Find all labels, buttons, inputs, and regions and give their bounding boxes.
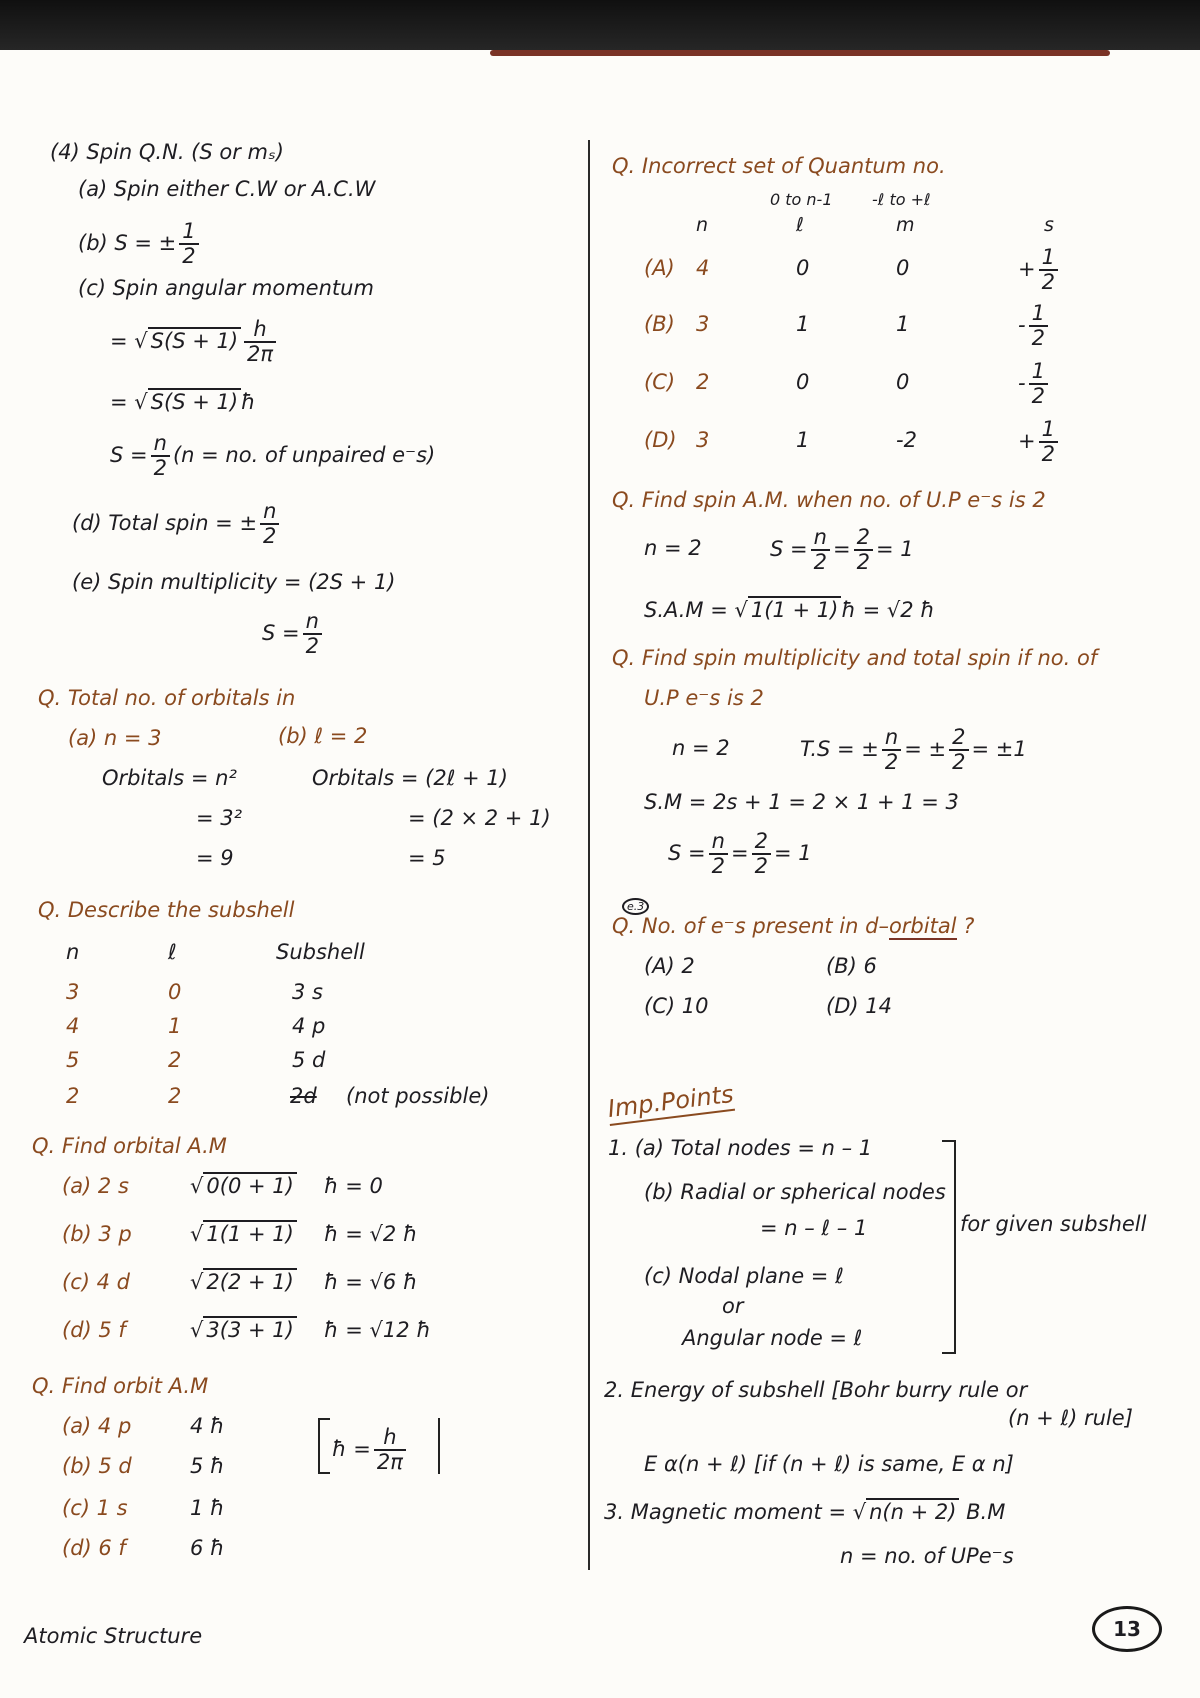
orbitals-a-line-2: = 3² [196,806,243,830]
qn-header-l: ℓ [796,214,804,236]
imp-point-1-or: or [722,1294,744,1318]
qn-l: 0 [796,370,810,394]
imp-point-1-note: for given subshell [960,1212,1147,1236]
spin-am-result: S.A.M = √ 1(1 + 1) ħ = √2 ħ [644,598,935,622]
question-d-orbital: Q. No. of e⁻s present in d–orbital ? [612,914,975,938]
spin-point-d: (d) Total spin = ± $\frac{n}{2}$ [72,500,282,548]
qn-l: 1 [796,428,810,452]
qn-n: 4 [696,256,710,280]
m-range-note: -ℓ to +ℓ [872,190,931,209]
l-range-note: 0 to n-1 [770,190,833,209]
qn-header-s: s [1044,214,1054,236]
imp-point-2-formula: E α(n + ℓ) [if (n + ℓ) is same, E α n] [644,1452,1014,1476]
multiplicity-formula: S.M = 2s + 1 = 2 × 1 + 1 = 3 [644,790,959,814]
subshell-header-l: ℓ [168,940,177,964]
orbital-am-result: ħ = 0 [324,1174,383,1198]
orbitals-b-line-1: Orbitals = (2ℓ + 1) [312,766,508,790]
imp-bracket [942,1140,956,1354]
question-orbit-am: Q. Find orbit A.M [32,1374,209,1398]
orbit-am-label: (b) 5 d [62,1454,132,1478]
question-multiplicity-line-1: Q. Find spin multiplicity and total spin if no. of [612,646,1098,670]
qn-n: 2 [696,370,710,394]
imp-points-title: Imp.Points [606,1080,735,1126]
imp-point-1c-alt: Angular node = ℓ [682,1326,863,1350]
question-orbital-am: Q. Find orbital A.M [32,1134,227,1158]
orbitals-b-line-2: = (2 × 2 + 1) [408,806,551,830]
imp-point-1b: (b) Radial or spherical nodes [644,1180,946,1204]
qn-option-marked: (D) [644,428,677,452]
orbit-am-label: (c) 1 s [62,1496,128,1520]
orbit-am-label: (a) 4 p [62,1414,132,1438]
decorative-stroke [490,50,1110,56]
orbital-am-result: ħ = √2 ħ [324,1222,418,1246]
spin-e-formula: S = $\frac{n}{2}$ [262,610,325,658]
multiplicity-s: S = $\frac{n}{2}$ = $\frac{2}{2}$ = 1 [668,829,812,878]
question-total-orbitals: Q. Total no. of orbitals in [38,686,296,710]
d-orbital-option-d: (D) 14 [826,994,892,1018]
qn-s: + $\frac{1}{2}$ [1018,418,1061,466]
qn-header-m: m [896,214,915,236]
spin-point-a: (a) Spin either C.W or A.C.W [78,177,376,201]
orbital-am-label: (d) 5 f [62,1318,126,1342]
imp-point-2-rule: (n + ℓ) rule] [1008,1406,1133,1430]
orbitals-a-line-1: Orbitals = n² [102,766,237,790]
question-spin-am: Q. Find spin A.M. when no. of U.P e⁻s is 2 [612,488,1046,512]
spin-am-s: S = $\frac{n}{2}$ = $\frac{2}{2}$ = 1 [770,525,914,574]
imp-point-2: 2. Energy of subshell [Bohr burry rule or [604,1378,1028,1402]
page-number: 13 [1092,1606,1162,1652]
qn-m: 0 [896,256,910,280]
imp-point-3: 3. Magnetic moment = √ n(n + 2) B.M [604,1500,1006,1524]
orbit-am-label: (d) 6 f [62,1536,126,1560]
subshell-row-name: 3 s [292,980,323,1004]
qn-option: (A) [644,256,675,280]
orbit-am-value: 1 ħ [190,1496,225,1520]
orbit-am-value: 4 ħ [190,1414,225,1438]
qn-l: 0 [796,256,810,280]
orbital-am-radical: √ 3(3 + 1) [190,1318,297,1343]
subshell-row-name: 4 p [292,1014,326,1038]
column-divider [588,140,590,1570]
spin-am-n: n = 2 [644,536,702,560]
subshell-row-l: 2 [168,1084,182,1108]
question-marker: e.3 [622,898,649,915]
orbitals-case-a: (a) n = 3 [68,726,162,750]
subshell-row-l: 0 [168,980,182,1004]
subshell-row-n: 2 [66,1084,80,1108]
orbitals-b-line-3: = 5 [408,846,446,870]
qn-n: 3 [696,312,710,336]
subshell-note: (not possible) [346,1084,490,1108]
subshell-header-subshell: Subshell [276,940,365,964]
question-multiplicity-line-2: U.P e⁻s is 2 [644,686,764,710]
multiplicity-total-spin: T.S = ± $\frac{n}{2}$ = ± $\frac{2}{2}$ = ±1 [800,725,1027,774]
imp-point-1b-formula: = n – ℓ – 1 [760,1216,868,1240]
qn-m: -2 [896,428,917,452]
question-incorrect-set: Q. Incorrect set of Quantum no. [612,154,946,178]
orbit-am-value: 5 ħ [190,1454,225,1478]
subshell-row-l: 1 [168,1014,182,1038]
spin-am-formula-1: = √ S(S + 1) $\frac{h}{2\pi}$ [110,318,279,366]
orbital-am-radical: √ 2(2 + 1) [190,1270,297,1295]
spin-s-formula: S = $\frac{n}{2}$ (n = no. of unpaired e⁻s) [110,431,436,480]
spin-point-b: (b) S = ± $\frac{1}{2}$ [78,220,202,268]
spin-point-e: (e) Spin multiplicity = (2S + 1) [72,570,396,594]
spin-heading: (4) Spin Q.N. (S or mₛ) [50,140,285,164]
subshell-row-n: 3 [66,980,80,1004]
imp-point-1c: (c) Nodal plane = ℓ [644,1264,844,1288]
subshell-row-l: 2 [168,1048,182,1072]
question-describe-subshell: Q. Describe the subshell [38,898,295,922]
orbitals-case-b: (b) ℓ = 2 [278,724,368,748]
orbital-am-result: ħ = √6 ħ [324,1270,418,1294]
qn-option: (B) [644,312,675,336]
subshell-row-n: 5 [66,1048,80,1072]
qn-s: - $\frac{1}{2}$ [1018,360,1051,408]
orbit-am-value: 6 ħ [190,1536,225,1560]
imp-point-3-note: n = no. of UPe⁻s [840,1544,1014,1568]
footer-chapter-title: Atomic Structure [24,1624,203,1648]
hbar-definition: ħ = $\frac{h}{2\pi}$ [332,1426,409,1474]
d-orbital-option-c: (C) 10 [644,994,709,1018]
subshell-row-n: 4 [66,1014,80,1038]
orbital-am-radical: √ 1(1 + 1) [190,1222,297,1247]
subshell-header-n: n [66,940,80,964]
qn-l: 1 [796,312,810,336]
qn-m: 0 [896,370,910,394]
qn-s: - $\frac{1}{2}$ [1018,302,1051,350]
qn-m: 1 [896,312,910,336]
multiplicity-n: n = 2 [672,736,730,760]
subshell-row-name-crossed: 2d [290,1084,317,1108]
spin-point-c: (c) Spin angular momentum [78,276,374,300]
orbitals-a-line-3: = 9 [196,846,234,870]
orbital-am-radical: √ 0(0 + 1) [190,1174,297,1199]
subshell-row-name: 5 d [292,1048,326,1072]
orbital-am-label: (a) 2 s [62,1174,129,1198]
qn-s: + $\frac{1}{2}$ [1018,246,1061,294]
orbital-am-label: (b) 3 p [62,1222,132,1246]
orbital-am-label: (c) 4 d [62,1270,130,1294]
qn-option: (C) [644,370,676,394]
spin-am-formula-2: = √ S(S + 1) ħ [110,390,256,414]
qn-n: 3 [696,428,710,452]
scan-top-edge [0,0,1200,50]
imp-point-1a: 1. (a) Total nodes = n – 1 [608,1136,873,1160]
d-orbital-option-b: (B) 6 [826,954,877,978]
orbital-am-result: ħ = √12 ħ [324,1318,431,1342]
d-orbital-option-a: (A) 2 [644,954,695,978]
qn-header-n: n [696,214,709,236]
